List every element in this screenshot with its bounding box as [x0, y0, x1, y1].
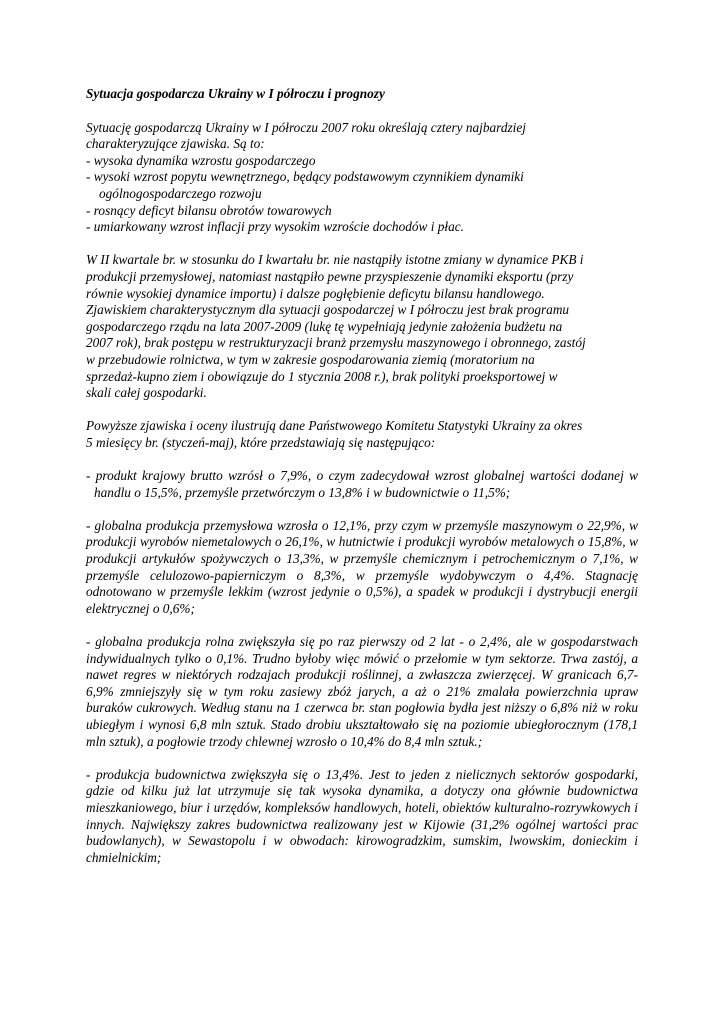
- paragraph-line: W II kwartale br. w stosunku do I kwartału br. nie nastąpiły istotne zmiany w dynamice PKB i: [86, 252, 584, 268]
- list-item: - wysoka dynamika wzrostu gospodarczego: [86, 152, 316, 168]
- paragraph-line: 5 miesięcy br. (styczeń-maj), które przedstawiają się następująco:: [86, 434, 436, 450]
- list-item-continuation: ogólnogospodarczego rozwoju: [99, 185, 262, 201]
- paragraph-line: Zjawiskiem charakterystycznym dla sytuacji gospodarczej w I półroczu jest brak programu: [86, 302, 570, 318]
- paragraph-line: w przebudowie rolnictwa, w tym w zakresie gospodarowania ziemią (moratorium na: [86, 351, 535, 367]
- point-construction: - produkcja budownictwa zwiększyła się o 13,4%. Jest to jeden z nielicznych sektorów gospodarki, gdzie od kilku już lat utrzymuje się tak wysoka dynamika, a dotyczy ona głównie budownictwa mieszkaniowego, biur i urzędów, kompleksów handlowych, hoteli, obiektów kulturalno-rozrywkowych i innych. Największy zakres budownictwa realizowany jest w Kijowie (31,2% ogólnej wartości prac budowlanych), w Sewastopolu i w obwodach: kirowogradzkim, sumskim, lwowskim, donieckim i chmielnickim;: [86, 766, 638, 865]
- point-gdp: - produkt krajowy brutto wzrósł o 7,9%, o czym zadecydował wzrost globalnej wartości dodanej w handlu o 15,5%, przemyśle przetwórczym o 13,8% i w budownictwie o 11,5%;: [86, 468, 638, 500]
- paragraph-line: skali całej gospodarki.: [86, 385, 207, 401]
- paragraph-line: gospodarczego rządu na lata 2007-2009 (lukę tę wypełniają jedynie założenia budżetu na: [86, 318, 563, 334]
- intro-line: charakteryzujące zjawiska. Są to:: [86, 136, 265, 152]
- paragraph-line: równie wysokiej dynamice importu) i dalsze pogłębienie deficytu bilansu handlowego.: [86, 285, 545, 301]
- list-item: - umiarkowany wzrost inflacji przy wysokim wzroście dochodów i płac.: [86, 219, 464, 235]
- paragraph-line: Powyższe zjawiska i oceny ilustrują dane Państwowego Komitetu Statystyki Ukrainy za okres: [86, 418, 583, 434]
- point-industry: - globalna produkcja przemysłowa wzrosła o 12,1%, przy czym w przemyśle maszynowym o 22,9%, w produkcji wyrobów niemetalowych o 26,1%, w hutnictwie i produkcji wyrobów metalowych o 15,8%, w produkcji artykułów spożywczych o 13,3%, w przemyśle chemicznym i petrochemicznym o 7,1%, w przemyśle celulozowo-papierniczym o 8,3%, w przemyśle wydobywczym o 4,4%. Stagnację odnotowano w przemyśle lekkim (wzrost jedynie o 0,5%), a spadek w produkcji i dystrybucji energii elektrycznej o 0,6%;: [86, 517, 638, 616]
- stats-intro: [86, 418, 638, 451]
- intro-line: Sytuację gospodarczą Ukrainy w I półroczu 2007 roku określają cztery najbardziej: [86, 119, 526, 135]
- document-title: Sytuacja gospodarcza Ukrainy w I półroczu i prognozy: [86, 86, 385, 101]
- point-agriculture: - globalna produkcja rolna zwiększyła się po raz pierwszy od 2 lat - o 2,4%, ale w gospodarstwach indywidualnych tylko o 0,1%. Trudno byłoby więc mówić o przełomie w tym sektorze. Trwa zastój, a nawet regres w niektórych rodzajach produkcji roślinnej, a zwłaszcza zwierzęcej. W granicach 6,7-6,9% zmniejszyły się w tym roku zasiewy zbóż jarych, a aż o 21% zmalała powierzchnia upraw buraków cukrowych. Według stanu na 1 czerwca br. stan pogłowia bydła jest niższy o 6,8% niż w roku ubiegłym i wynosi 6,8 mln sztuk. Stado drobiu ukształtowało się na poziomie ubiegłorocznym (178,1 mln sztuk), a pogłowie trzody chlewnej wzrosło o 10,4% do 8,4 mln sztuk.;: [86, 634, 638, 749]
- paragraph-line: produkcji przemysłowej, natomiast nastąpiło pewne przyspieszenie dynamiki eksportu (przy: [86, 268, 574, 284]
- list-item: - wysoki wzrost popytu wewnętrznego, będący podstawowym czynnikiem dynamiki: [86, 169, 524, 185]
- paragraph-line: sprzedaż-kupno ziem i obowiązuje do 1 stycznia 2008 r.), brak polityki proeksportowej w: [86, 368, 558, 384]
- paragraph-line: 2007 rok), brak postępu w restrukturyzacji branż przemysłu maszynowego i obronnego, zastój: [86, 335, 586, 351]
- document-page: [86, 86, 638, 883]
- list-item: - rosnący deficyt bilansu obrotów towarowych: [86, 202, 332, 218]
- intro-section: [86, 120, 638, 236]
- quarter-paragraph: [86, 252, 638, 401]
